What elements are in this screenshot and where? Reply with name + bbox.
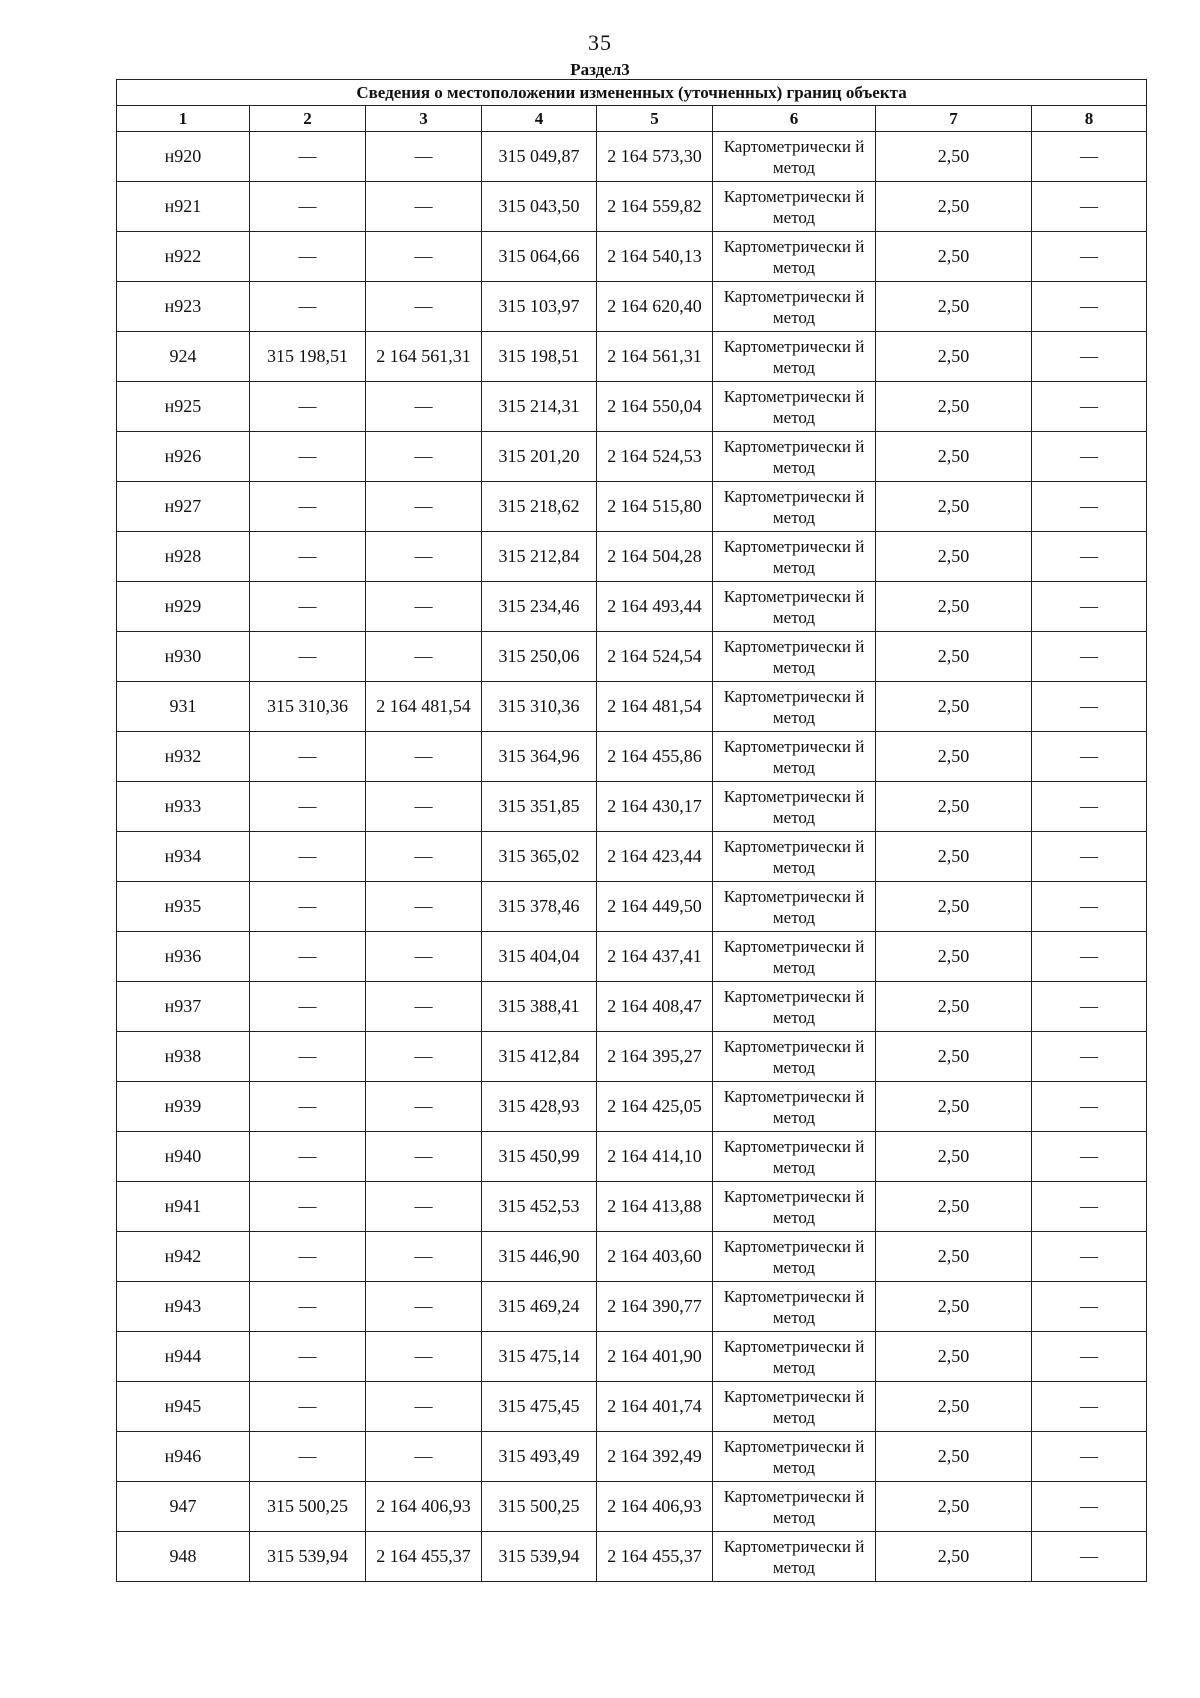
old-y-cell: — (366, 932, 482, 982)
note-cell: — (1032, 532, 1147, 582)
method-cell: Картометрически й метод (713, 432, 876, 482)
new-y-cell: 2 164 550,04 (597, 382, 713, 432)
note-cell: — (1032, 1182, 1147, 1232)
old-y-cell: — (366, 982, 482, 1032)
old-x-cell: — (250, 1132, 366, 1182)
method-cell: Картометрически й метод (713, 232, 876, 282)
table-row (117, 182, 1147, 232)
accuracy-cell: 2,50 (876, 182, 1032, 232)
note-cell: — (1032, 282, 1147, 332)
note-cell: — (1032, 182, 1147, 232)
method-cell: Картометрически й метод (713, 382, 876, 432)
accuracy-cell: 2,50 (876, 1482, 1032, 1532)
old-y-cell: 2 164 455,37 (366, 1532, 482, 1582)
point-id-cell: н933 (117, 782, 250, 832)
note-cell: — (1032, 832, 1147, 882)
new-x-cell: 315 469,24 (482, 1282, 597, 1332)
old-y-cell: — (366, 1232, 482, 1282)
method-cell: Картометрически й метод (713, 1032, 876, 1082)
new-x-cell: 315 214,31 (482, 382, 597, 432)
accuracy-cell: 2,50 (876, 1032, 1032, 1082)
old-x-cell: — (250, 482, 366, 532)
coordinates-table (116, 79, 1147, 1582)
point-id-cell: н934 (117, 832, 250, 882)
new-y-cell: 2 164 414,10 (597, 1132, 713, 1182)
old-x-cell: — (250, 1232, 366, 1282)
new-y-cell: 2 164 481,54 (597, 682, 713, 732)
old-y-cell: — (366, 632, 482, 682)
accuracy-cell: 2,50 (876, 782, 1032, 832)
old-y-cell: — (366, 1282, 482, 1332)
old-y-cell: — (366, 1332, 482, 1382)
note-cell: — (1032, 1482, 1147, 1532)
accuracy-cell: 2,50 (876, 982, 1032, 1032)
old-y-cell: — (366, 1132, 482, 1182)
table-row (117, 482, 1147, 532)
point-id-cell: н942 (117, 1232, 250, 1282)
section-title: Раздел3 (570, 60, 630, 79)
column-number: 8 (1032, 106, 1147, 132)
accuracy-cell: 2,50 (876, 1532, 1032, 1582)
method-cell: Картометрически й метод (713, 1532, 876, 1582)
note-cell: — (1032, 382, 1147, 432)
accuracy-cell: 2,50 (876, 1432, 1032, 1482)
new-y-cell: 2 164 425,05 (597, 1082, 713, 1132)
table-row (117, 1482, 1147, 1532)
new-x-cell: 315 201,20 (482, 432, 597, 482)
note-cell: — (1032, 1032, 1147, 1082)
note-cell: — (1032, 732, 1147, 782)
method-cell: Картометрически й метод (713, 1332, 876, 1382)
old-y-cell: — (366, 882, 482, 932)
new-x-cell: 315 412,84 (482, 1032, 597, 1082)
table-row (117, 1332, 1147, 1382)
point-id-cell: н923 (117, 282, 250, 332)
method-cell: Картометрически й метод (713, 482, 876, 532)
method-cell: Картометрически й метод (713, 332, 876, 382)
old-y-cell: — (366, 482, 482, 532)
method-cell: Картометрически й метод (713, 1082, 876, 1132)
point-id-cell: н932 (117, 732, 250, 782)
accuracy-cell: 2,50 (876, 682, 1032, 732)
accuracy-cell: 2,50 (876, 482, 1032, 532)
point-id-cell: н941 (117, 1182, 250, 1232)
point-id-cell: н920 (117, 132, 250, 182)
new-y-cell: 2 164 493,44 (597, 582, 713, 632)
accuracy-cell: 2,50 (876, 1082, 1032, 1132)
new-y-cell: 2 164 559,82 (597, 182, 713, 232)
table-row (117, 632, 1147, 682)
accuracy-cell: 2,50 (876, 1182, 1032, 1232)
accuracy-cell: 2,50 (876, 832, 1032, 882)
old-x-cell: — (250, 732, 366, 782)
table-row (117, 382, 1147, 432)
new-y-cell: 2 164 515,80 (597, 482, 713, 532)
method-cell: Картометрически й метод (713, 1182, 876, 1232)
old-y-cell: 2 164 561,31 (366, 332, 482, 382)
old-y-cell: — (366, 1382, 482, 1432)
new-y-cell: 2 164 573,30 (597, 132, 713, 182)
new-y-cell: 2 164 455,86 (597, 732, 713, 782)
table-caption: Сведения о местоположении измененных (уточненных) границ объекта (117, 80, 1147, 106)
table-row (117, 232, 1147, 282)
new-x-cell: 315 378,46 (482, 882, 597, 932)
table-row (117, 1082, 1147, 1132)
method-cell: Картометрически й метод (713, 632, 876, 682)
note-cell: — (1032, 1082, 1147, 1132)
method-cell: Картометрически й метод (713, 1132, 876, 1182)
old-x-cell: — (250, 582, 366, 632)
accuracy-cell: 2,50 (876, 1232, 1032, 1282)
new-x-cell: 315 493,49 (482, 1432, 597, 1482)
new-x-cell: 315 103,97 (482, 282, 597, 332)
note-cell: — (1032, 1432, 1147, 1482)
new-x-cell: 315 049,87 (482, 132, 597, 182)
point-id-cell: н943 (117, 1282, 250, 1332)
note-cell: — (1032, 682, 1147, 732)
method-cell: Картометрически й метод (713, 582, 876, 632)
table-row (117, 282, 1147, 332)
note-cell: — (1032, 482, 1147, 532)
new-y-cell: 2 164 455,37 (597, 1532, 713, 1582)
column-number: 7 (876, 106, 1032, 132)
old-x-cell: — (250, 432, 366, 482)
table-row (117, 532, 1147, 582)
table-row (117, 682, 1147, 732)
old-x-cell: — (250, 282, 366, 332)
old-x-cell: 315 310,36 (250, 682, 366, 732)
column-number: 2 (250, 106, 366, 132)
method-cell: Картометрически й метод (713, 882, 876, 932)
method-cell: Картометрически й метод (713, 682, 876, 732)
table-row (117, 1432, 1147, 1482)
note-cell: — (1032, 632, 1147, 682)
accuracy-cell: 2,50 (876, 632, 1032, 682)
note-cell: — (1032, 1282, 1147, 1332)
old-x-cell: — (250, 1432, 366, 1482)
table-row (117, 1532, 1147, 1582)
new-x-cell: 315 388,41 (482, 982, 597, 1032)
old-x-cell: — (250, 1332, 366, 1382)
note-cell: — (1032, 1232, 1147, 1282)
table-row (117, 1382, 1147, 1432)
new-y-cell: 2 164 401,74 (597, 1382, 713, 1432)
note-cell: — (1032, 432, 1147, 482)
note-cell: — (1032, 1332, 1147, 1382)
accuracy-cell: 2,50 (876, 532, 1032, 582)
note-cell: — (1032, 132, 1147, 182)
point-id-cell: н946 (117, 1432, 250, 1482)
note-cell: — (1032, 582, 1147, 632)
note-cell: — (1032, 332, 1147, 382)
old-y-cell: — (366, 282, 482, 332)
old-x-cell: — (250, 782, 366, 832)
column-number-row (117, 106, 1147, 132)
table-row (117, 1182, 1147, 1232)
accuracy-cell: 2,50 (876, 882, 1032, 932)
new-y-cell: 2 164 395,27 (597, 1032, 713, 1082)
new-x-cell: 315 364,96 (482, 732, 597, 782)
new-x-cell: 315 212,84 (482, 532, 597, 582)
new-y-cell: 2 164 401,90 (597, 1332, 713, 1382)
method-cell: Картометрически й метод (713, 932, 876, 982)
old-y-cell: — (366, 132, 482, 182)
new-x-cell: 315 475,14 (482, 1332, 597, 1382)
point-id-cell: н939 (117, 1082, 250, 1132)
new-x-cell: 315 404,04 (482, 932, 597, 982)
note-cell: — (1032, 932, 1147, 982)
old-y-cell: — (366, 382, 482, 432)
old-y-cell: 2 164 406,93 (366, 1482, 482, 1532)
old-y-cell: — (366, 1182, 482, 1232)
table-row (117, 432, 1147, 482)
page-number: 35 (588, 30, 612, 55)
old-y-cell: — (366, 432, 482, 482)
old-x-cell: — (250, 1082, 366, 1132)
method-cell: Картометрически й метод (713, 1432, 876, 1482)
method-cell: Картометрически й метод (713, 982, 876, 1032)
table-row (117, 332, 1147, 382)
old-x-cell: — (250, 1382, 366, 1432)
accuracy-cell: 2,50 (876, 1332, 1032, 1382)
point-id-cell: н921 (117, 182, 250, 232)
new-x-cell: 315 450,99 (482, 1132, 597, 1182)
method-cell: Картометрически й метод (713, 1382, 876, 1432)
new-x-cell: 315 351,85 (482, 782, 597, 832)
point-id-cell: н945 (117, 1382, 250, 1432)
table-row (117, 1282, 1147, 1332)
accuracy-cell: 2,50 (876, 1132, 1032, 1182)
new-y-cell: 2 164 392,49 (597, 1432, 713, 1482)
accuracy-cell: 2,50 (876, 932, 1032, 982)
new-y-cell: 2 164 620,40 (597, 282, 713, 332)
old-x-cell: — (250, 132, 366, 182)
table-row (117, 1232, 1147, 1282)
new-x-cell: 315 198,51 (482, 332, 597, 382)
note-cell: — (1032, 982, 1147, 1032)
old-x-cell: — (250, 1282, 366, 1332)
accuracy-cell: 2,50 (876, 382, 1032, 432)
column-number: 5 (597, 106, 713, 132)
column-number: 3 (366, 106, 482, 132)
old-x-cell: 315 500,25 (250, 1482, 366, 1532)
point-id-cell: 931 (117, 682, 250, 732)
new-x-cell: 315 234,46 (482, 582, 597, 632)
old-x-cell: — (250, 882, 366, 932)
old-y-cell: — (366, 1032, 482, 1082)
new-x-cell: 315 310,36 (482, 682, 597, 732)
accuracy-cell: 2,50 (876, 132, 1032, 182)
new-y-cell: 2 164 540,13 (597, 232, 713, 282)
new-y-cell: 2 164 408,47 (597, 982, 713, 1032)
old-y-cell: — (366, 832, 482, 882)
column-number: 1 (117, 106, 250, 132)
old-y-cell: 2 164 481,54 (366, 682, 482, 732)
accuracy-cell: 2,50 (876, 332, 1032, 382)
point-id-cell: 948 (117, 1532, 250, 1582)
method-cell: Картометрически й метод (713, 282, 876, 332)
new-x-cell: 315 428,93 (482, 1082, 597, 1132)
new-x-cell: 315 452,53 (482, 1182, 597, 1232)
note-cell: — (1032, 782, 1147, 832)
old-y-cell: — (366, 1082, 482, 1132)
table-row (117, 732, 1147, 782)
table-row (117, 982, 1147, 1032)
table-row (117, 132, 1147, 182)
new-y-cell: 2 164 413,88 (597, 1182, 713, 1232)
point-id-cell: н937 (117, 982, 250, 1032)
new-y-cell: 2 164 524,54 (597, 632, 713, 682)
method-cell: Картометрически й метод (713, 1482, 876, 1532)
new-x-cell: 315 539,94 (482, 1532, 597, 1582)
old-x-cell: 315 198,51 (250, 332, 366, 382)
point-id-cell: н922 (117, 232, 250, 282)
old-y-cell: — (366, 182, 482, 232)
accuracy-cell: 2,50 (876, 1382, 1032, 1432)
new-y-cell: 2 164 437,41 (597, 932, 713, 982)
new-y-cell: 2 164 403,60 (597, 1232, 713, 1282)
new-x-cell: 315 043,50 (482, 182, 597, 232)
accuracy-cell: 2,50 (876, 582, 1032, 632)
old-y-cell: — (366, 782, 482, 832)
table-row (117, 582, 1147, 632)
old-x-cell: 315 539,94 (250, 1532, 366, 1582)
old-y-cell: — (366, 532, 482, 582)
table-row (117, 882, 1147, 932)
table-row (117, 1032, 1147, 1082)
point-id-cell: н935 (117, 882, 250, 932)
point-id-cell: н930 (117, 632, 250, 682)
point-id-cell: н944 (117, 1332, 250, 1382)
accuracy-cell: 2,50 (876, 1282, 1032, 1332)
old-x-cell: — (250, 382, 366, 432)
point-id-cell: н929 (117, 582, 250, 632)
table-row (117, 782, 1147, 832)
new-x-cell: 315 064,66 (482, 232, 597, 282)
new-y-cell: 2 164 423,44 (597, 832, 713, 882)
new-x-cell: 315 365,02 (482, 832, 597, 882)
accuracy-cell: 2,50 (876, 282, 1032, 332)
column-number: 4 (482, 106, 597, 132)
new-y-cell: 2 164 449,50 (597, 882, 713, 932)
note-cell: — (1032, 232, 1147, 282)
old-x-cell: — (250, 532, 366, 582)
old-y-cell: — (366, 732, 482, 782)
point-id-cell: 924 (117, 332, 250, 382)
old-x-cell: — (250, 1032, 366, 1082)
new-y-cell: 2 164 430,17 (597, 782, 713, 832)
table-row (117, 832, 1147, 882)
old-y-cell: — (366, 582, 482, 632)
old-x-cell: — (250, 982, 366, 1032)
new-x-cell: 315 446,90 (482, 1232, 597, 1282)
table-body (117, 132, 1147, 1582)
old-x-cell: — (250, 1182, 366, 1232)
new-y-cell: 2 164 561,31 (597, 332, 713, 382)
method-cell: Картометрически й метод (713, 132, 876, 182)
method-cell: Картометрически й метод (713, 782, 876, 832)
new-x-cell: 315 475,45 (482, 1382, 597, 1432)
column-number: 6 (713, 106, 876, 132)
accuracy-cell: 2,50 (876, 232, 1032, 282)
point-id-cell: н928 (117, 532, 250, 582)
note-cell: — (1032, 1382, 1147, 1432)
new-x-cell: 315 500,25 (482, 1482, 597, 1532)
old-y-cell: — (366, 232, 482, 282)
old-x-cell: — (250, 232, 366, 282)
note-cell: — (1032, 1132, 1147, 1182)
point-id-cell: н938 (117, 1032, 250, 1082)
method-cell: Картометрически й метод (713, 532, 876, 582)
method-cell: Картометрически й метод (713, 732, 876, 782)
old-y-cell: — (366, 1432, 482, 1482)
point-id-cell: 947 (117, 1482, 250, 1532)
new-x-cell: 315 250,06 (482, 632, 597, 682)
old-x-cell: — (250, 182, 366, 232)
new-y-cell: 2 164 390,77 (597, 1282, 713, 1332)
table-row (117, 932, 1147, 982)
new-x-cell: 315 218,62 (482, 482, 597, 532)
point-id-cell: н940 (117, 1132, 250, 1182)
old-x-cell: — (250, 932, 366, 982)
method-cell: Картометрически й метод (713, 1282, 876, 1332)
new-y-cell: 2 164 504,28 (597, 532, 713, 582)
old-x-cell: — (250, 832, 366, 882)
new-y-cell: 2 164 524,53 (597, 432, 713, 482)
point-id-cell: н926 (117, 432, 250, 482)
method-cell: Картометрически й метод (713, 182, 876, 232)
new-y-cell: 2 164 406,93 (597, 1482, 713, 1532)
point-id-cell: н927 (117, 482, 250, 532)
note-cell: — (1032, 1532, 1147, 1582)
point-id-cell: н925 (117, 382, 250, 432)
accuracy-cell: 2,50 (876, 732, 1032, 782)
accuracy-cell: 2,50 (876, 432, 1032, 482)
old-x-cell: — (250, 632, 366, 682)
note-cell: — (1032, 882, 1147, 932)
table-row (117, 1132, 1147, 1182)
method-cell: Картометрически й метод (713, 1232, 876, 1282)
point-id-cell: н936 (117, 932, 250, 982)
method-cell: Картометрически й метод (713, 832, 876, 882)
